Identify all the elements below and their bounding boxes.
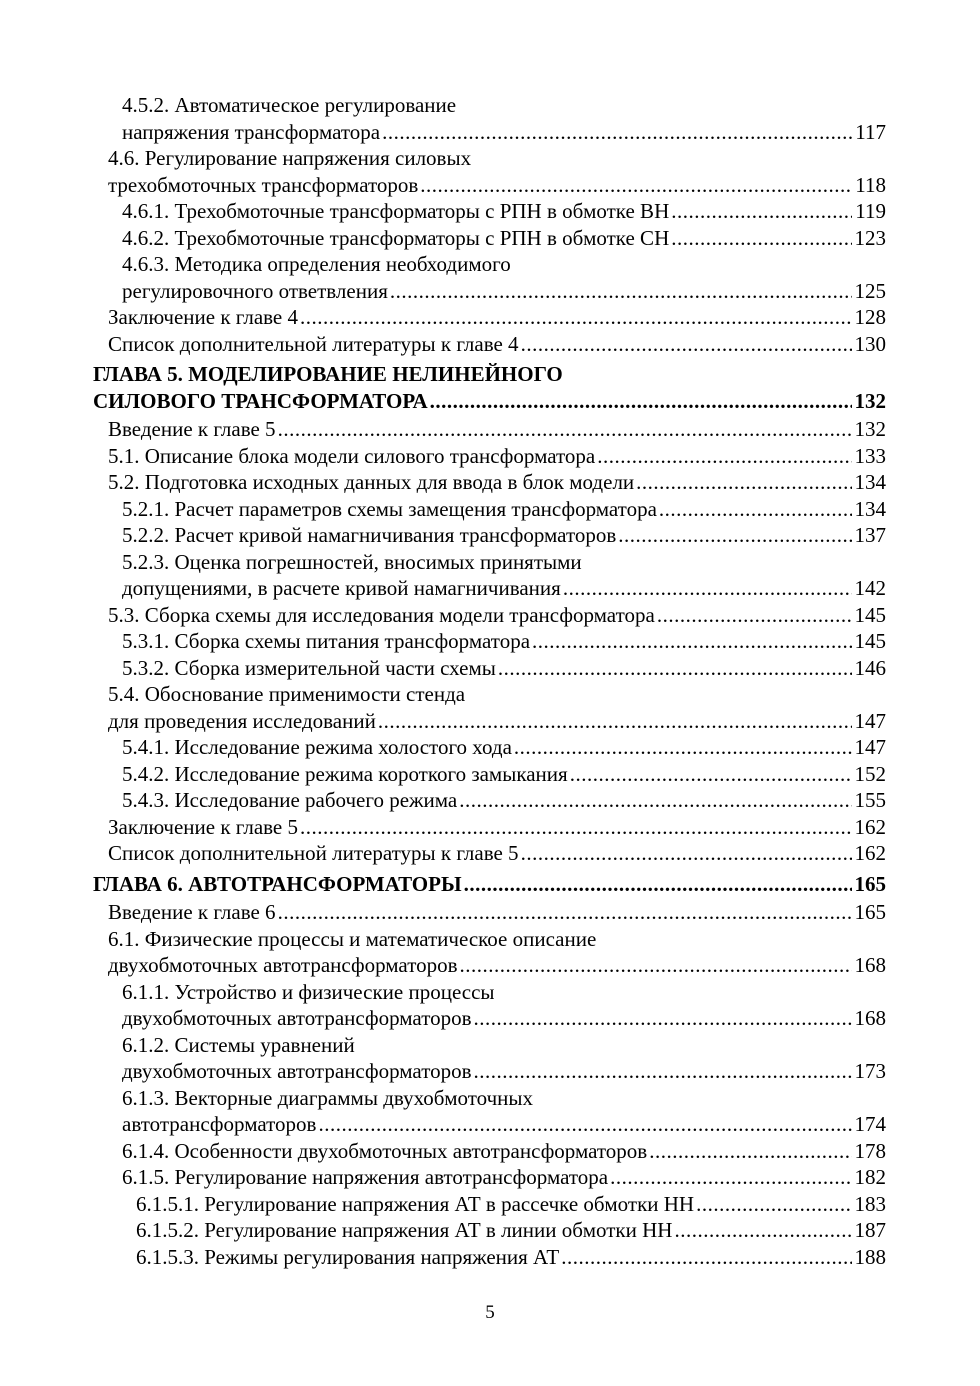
toc-page-number: 174 [854, 1112, 886, 1136]
dot-leader [521, 331, 852, 358]
toc-entry [122, 1164, 980, 1191]
table-of-contents [0, 92, 980, 1270]
toc-entry-title: 6.1.4. Особенности двухобмоточных автотрансформаторов [122, 1138, 648, 1163]
dot-leader [636, 469, 851, 496]
toc-entry-title: 5.2.1. Расчет параметров схемы замещения трансформатора [122, 496, 657, 521]
toc-entry-title-line1: 5.2.3. Оценка погрешностей, вносимых принятыми [122, 549, 582, 574]
toc-entry [122, 1032, 980, 1085]
toc-page-number: 162 [854, 841, 886, 865]
toc-entry-title: автотрансформаторов [122, 1112, 317, 1136]
toc-entry-title: 4.6.2. Трехобмоточные трансформаторы с РПН в обмотке СН [122, 225, 670, 250]
toc-page-number: 118 [855, 172, 886, 197]
dot-leader [459, 787, 851, 814]
dot-leader [460, 952, 852, 979]
toc-page-number: 128 [854, 305, 886, 329]
toc-entry-title: 5.2.2. Расчет кривой намагничивания трансформаторов [122, 523, 617, 547]
toc-entry-title: Введение к главе 5 [108, 417, 276, 441]
toc-entry [122, 734, 980, 761]
toc-entry [122, 761, 980, 788]
toc-page-number: 130 [854, 331, 886, 356]
toc-entry-title-line1: 6.1.1. Устройство и физические процессы [122, 979, 495, 1004]
toc-entry-title: 5.3.1. Сборка схемы питания трансформатора [122, 629, 531, 653]
toc-entry-title: 5.1. Описание блока модели силового трансформатора [108, 443, 596, 468]
toc-entry [122, 787, 980, 814]
toc-entry [108, 304, 980, 331]
toc-entry-title-line1: 6.1.3. Векторные диаграммы двухобмоточных [122, 1085, 534, 1110]
toc-entry-title: двухобмоточных автотрансформаторов [108, 953, 458, 977]
dot-leader [671, 198, 852, 225]
toc-entry-title-line1: 4.6. Регулирование напряжения силовых [108, 146, 472, 170]
dot-leader [464, 871, 852, 898]
toc-page-number: 123 [854, 225, 886, 250]
toc-page-number: 119 [855, 199, 886, 223]
toc-entry-title-line1: 4.6.3. Методика определения необходимого [122, 252, 511, 276]
toc-page-number: 182 [854, 1165, 886, 1189]
dot-leader [278, 416, 852, 443]
dot-leader [318, 1111, 851, 1138]
dot-leader [514, 734, 852, 761]
dot-leader [532, 628, 851, 655]
toc-entry-title: 5.2. Подготовка исходных данных для ввода в блок модели [108, 470, 635, 494]
dot-leader [278, 899, 852, 926]
toc-entry-title: трехобмоточных трансформаторов [108, 172, 419, 197]
toc-entry [122, 496, 980, 523]
toc-page-number: 132 [854, 388, 886, 413]
toc-entry [108, 145, 980, 198]
toc-entry-title: напряжения трансформатора [122, 119, 381, 144]
toc-entry [108, 840, 980, 867]
dot-leader [300, 304, 851, 331]
toc-entry [122, 549, 980, 602]
dot-leader [657, 602, 852, 629]
dot-leader [561, 1244, 851, 1271]
toc-page-number: 165 [854, 900, 886, 924]
toc-entry [108, 899, 980, 926]
toc-page-number: 146 [854, 655, 886, 680]
toc-entry [122, 92, 980, 145]
toc-entry-title: Введение к главе 6 [108, 900, 276, 924]
toc-page-number: 168 [854, 1006, 886, 1030]
toc-page-number: 183 [854, 1191, 886, 1216]
toc-entry-title: 6.1.5.1. Регулирование напряжения АТ в рассечке обмотки НН [136, 1191, 695, 1216]
page-number: 5 [485, 1302, 495, 1323]
dot-leader [696, 1191, 851, 1218]
toc-entry-title: регулировочного ответвления [122, 278, 388, 303]
toc-chapter-heading [93, 871, 980, 898]
dot-leader [300, 814, 851, 841]
chapter-title-line1: ГЛАВА 5. МОДЕЛИРОВАНИЕ НЕЛИНЕЙНОГО [93, 362, 563, 386]
dot-leader [420, 172, 852, 199]
dot-leader [378, 708, 852, 735]
toc-entry-title: 6.1.5.2. Регулирование напряжения АТ в линии обмотки НН [136, 1218, 673, 1242]
dot-leader [382, 119, 852, 146]
dot-leader [430, 388, 852, 415]
toc-entry [108, 416, 980, 443]
toc-entry [122, 225, 980, 252]
toc-entry [108, 602, 980, 629]
toc-page-number: 178 [854, 1138, 886, 1163]
chapter-title: ГЛАВА 6. АВТОТРАНСФОРМАТОРЫ [93, 871, 462, 896]
toc-entry [108, 814, 980, 841]
toc-entry [108, 469, 980, 496]
toc-entry-title: 6.1.5. Регулирование напряжения автотрансформатора [122, 1165, 609, 1189]
toc-chapter-heading [93, 361, 980, 414]
toc-entry [122, 979, 980, 1032]
dot-leader [597, 443, 851, 470]
dot-leader [570, 761, 852, 788]
dot-leader [671, 225, 851, 252]
toc-page-number: 147 [854, 708, 886, 733]
toc-entry-title-line1: 4.5.2. Автоматическое регулирование [122, 93, 457, 117]
toc-entry [122, 522, 980, 549]
toc-entry-title-line1: 6.1.2. Системы уравнений [122, 1032, 355, 1057]
toc-page-number: 133 [854, 443, 886, 468]
toc-entry-title: допущениями, в расчете кривой намагничивания [122, 576, 561, 600]
toc-entry-title: для проведения исследований [108, 708, 376, 733]
toc-page-number: 165 [854, 871, 886, 896]
toc-entry [136, 1244, 980, 1271]
toc-entry-title: Заключение к главе 5 [108, 814, 299, 839]
toc-entry-title: Список дополнительной литературы к главе 5 [108, 841, 519, 865]
dot-leader [498, 655, 852, 682]
toc-page-number: 168 [854, 953, 886, 977]
toc-entry-title: 5.4.2. Исследование режима короткого замыкания [122, 761, 568, 786]
toc-page-number: 132 [854, 417, 886, 441]
toc-entry [122, 1085, 980, 1138]
toc-entry [136, 1217, 980, 1244]
toc-page-number: 145 [854, 602, 886, 627]
toc-entry-title: 5.3. Сборка схемы для исследования модели трансформатора [108, 602, 655, 627]
toc-entry [108, 443, 980, 470]
toc-page-number: 137 [854, 523, 886, 547]
toc-entry-title: двухобмоточных автотрансформаторов [122, 1006, 472, 1030]
dot-leader [659, 496, 852, 523]
toc-entry [108, 331, 980, 358]
dot-leader [390, 278, 852, 305]
toc-page-number: 152 [854, 761, 886, 786]
toc-page-number: 155 [854, 788, 886, 812]
toc-entry [136, 1191, 980, 1218]
toc-entry-title-line1: 6.1. Физические процессы и математическое описание [108, 926, 597, 951]
toc-entry-title: двухобмоточных автотрансформаторов [122, 1059, 472, 1083]
toc-page-number: 173 [854, 1059, 886, 1083]
toc-entry-title: Список дополнительной литературы к главе 4 [108, 331, 519, 356]
toc-entry [122, 251, 980, 304]
toc-page-number: 125 [854, 278, 886, 303]
toc-entry [122, 1138, 980, 1165]
toc-entry-title: 4.6.1. Трехобмоточные трансформаторы с РПН в обмотке ВН [122, 199, 670, 223]
dot-leader [649, 1138, 851, 1165]
toc-entry [108, 926, 980, 979]
toc-page-number: 187 [854, 1218, 886, 1242]
toc-page-number: 162 [854, 814, 886, 839]
toc-page-number: 147 [854, 735, 886, 759]
dot-leader [610, 1164, 851, 1191]
toc-entry-title: 6.1.5.3. Режимы регулирования напряжения АТ [136, 1244, 560, 1269]
toc-page-number: 134 [854, 496, 886, 521]
toc-entry-title-line1: 5.4. Обоснование применимости стенда [108, 682, 466, 706]
toc-entry [122, 198, 980, 225]
dot-leader [521, 840, 852, 867]
toc-page-number: 134 [854, 470, 886, 494]
toc-entry-title: 5.4.3. Исследование рабочего режима [122, 788, 458, 812]
toc-entry-title: 5.3.2. Сборка измерительной части схемы [122, 655, 496, 680]
toc-entry-title: Заключение к главе 4 [108, 305, 299, 329]
toc-page-number: 188 [854, 1244, 886, 1269]
dot-leader [674, 1217, 851, 1244]
dot-leader [474, 1058, 852, 1085]
chapter-title: СИЛОВОГО ТРАНСФОРМАТОРА [93, 388, 428, 413]
toc-entry [122, 628, 980, 655]
dot-leader [474, 1005, 852, 1032]
dot-leader [618, 522, 851, 549]
toc-entry-title: 5.4.1. Исследование режима холостого хода [122, 735, 512, 759]
toc-entry [122, 655, 980, 682]
toc-page-number: 117 [855, 119, 886, 144]
toc-page-number: 145 [854, 629, 886, 653]
toc-entry [108, 681, 980, 734]
dot-leader [563, 575, 852, 602]
toc-page-number: 142 [854, 576, 886, 600]
